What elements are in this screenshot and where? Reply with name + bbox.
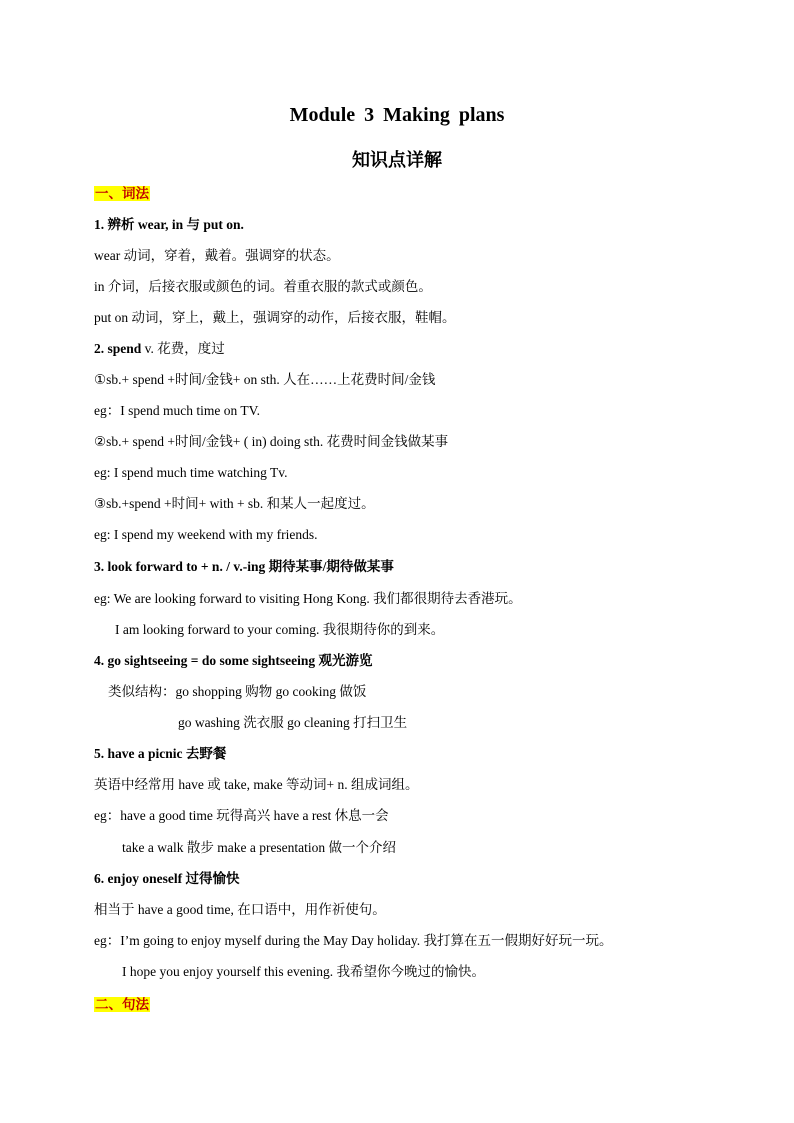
item3-example1: eg: We are looking forward to visiting Hong Kong. 我们都很期待去香港玩。 — [94, 591, 522, 606]
item2-example1: eg：I spend much time on TV. — [94, 403, 260, 418]
item2-heading-rest: v. 花费，度过 — [141, 341, 225, 356]
item2-pattern3: ③sb.+spend +时间+ with + sb. 和某人一起度过。 — [94, 496, 375, 511]
item2-heading — [94, 339, 225, 359]
item3-example2: I am looking forward to your coming. 我很期待你的到来。 — [115, 622, 445, 637]
item5-example1: eg：have a good time 玩得高兴 have a rest 休息一会 — [94, 808, 389, 823]
item5-heading: 5. have a picnic 去野餐 — [94, 746, 227, 761]
section-heading-label: 二、句法 — [95, 997, 149, 1012]
item2-pattern1: ①sb.+ spend +时间/金钱+ on sth. 人在……上花费时间/金钱 — [94, 372, 436, 387]
item1-heading: 1. 辨析 wear, in 与 put on. — [94, 217, 244, 232]
item6-description: 相当于 have a good time, 在口语中，用作祈使句。 — [94, 902, 386, 917]
item3-heading: 3. look forward to + n. / v.-ing 期待某事/期待做某事 — [94, 559, 394, 574]
item5-description: 英语中经常用 have 或 take, make 等动词+ n. 组成词组。 — [94, 777, 419, 792]
item1-put-on: put on 动词，穿上，戴上，强调穿的动作，后接衣服，鞋帽。 — [94, 310, 456, 325]
section-heading-syntax — [94, 995, 150, 1015]
item5-example2: take a walk 散步 make a presentation 做一个介绍 — [122, 840, 397, 855]
item2-pattern2: ②sb.+ spend +时间/金钱+ ( in) doing sth. 花费时间金钱做某事 — [94, 434, 449, 449]
section-heading-label: 一、词法 — [95, 186, 149, 201]
item2-example2: eg: I spend much time watching Tv. — [94, 465, 288, 480]
item2-heading-bold: 2. spend — [94, 341, 142, 356]
page-subtitle: 知识点详解 — [352, 150, 442, 170]
item6-heading: 6. enjoy oneself 过得愉快 — [94, 871, 240, 886]
item4-row2: go washing 洗衣服 go cleaning 打扫卫生 — [178, 715, 408, 730]
item4-heading: 4. go sightseeing = do some sightseeing 观光游览 — [94, 653, 373, 668]
item4-row1: 类似结构：go shopping 购物 go cooking 做饭 — [108, 684, 367, 699]
section-heading-vocabulary — [94, 184, 150, 204]
item1-in: in 介词，后接衣服或颜色的词。着重衣服的款式或颜色。 — [94, 279, 432, 294]
item2-example3: eg: I spend my weekend with my friends. — [94, 527, 318, 542]
page-title: Module 3 Making plans — [289, 104, 505, 126]
item6-example2: I hope you enjoy yourself this evening. 我希望你今晚过的愉快。 — [122, 964, 485, 979]
item6-example1: eg：I’m going to enjoy myself during the May Day holiday. 我打算在五一假期好好玩一玩。 — [94, 933, 613, 948]
item1-wear: wear 动词，穿着，戴着。强调穿的状态。 — [94, 248, 340, 263]
